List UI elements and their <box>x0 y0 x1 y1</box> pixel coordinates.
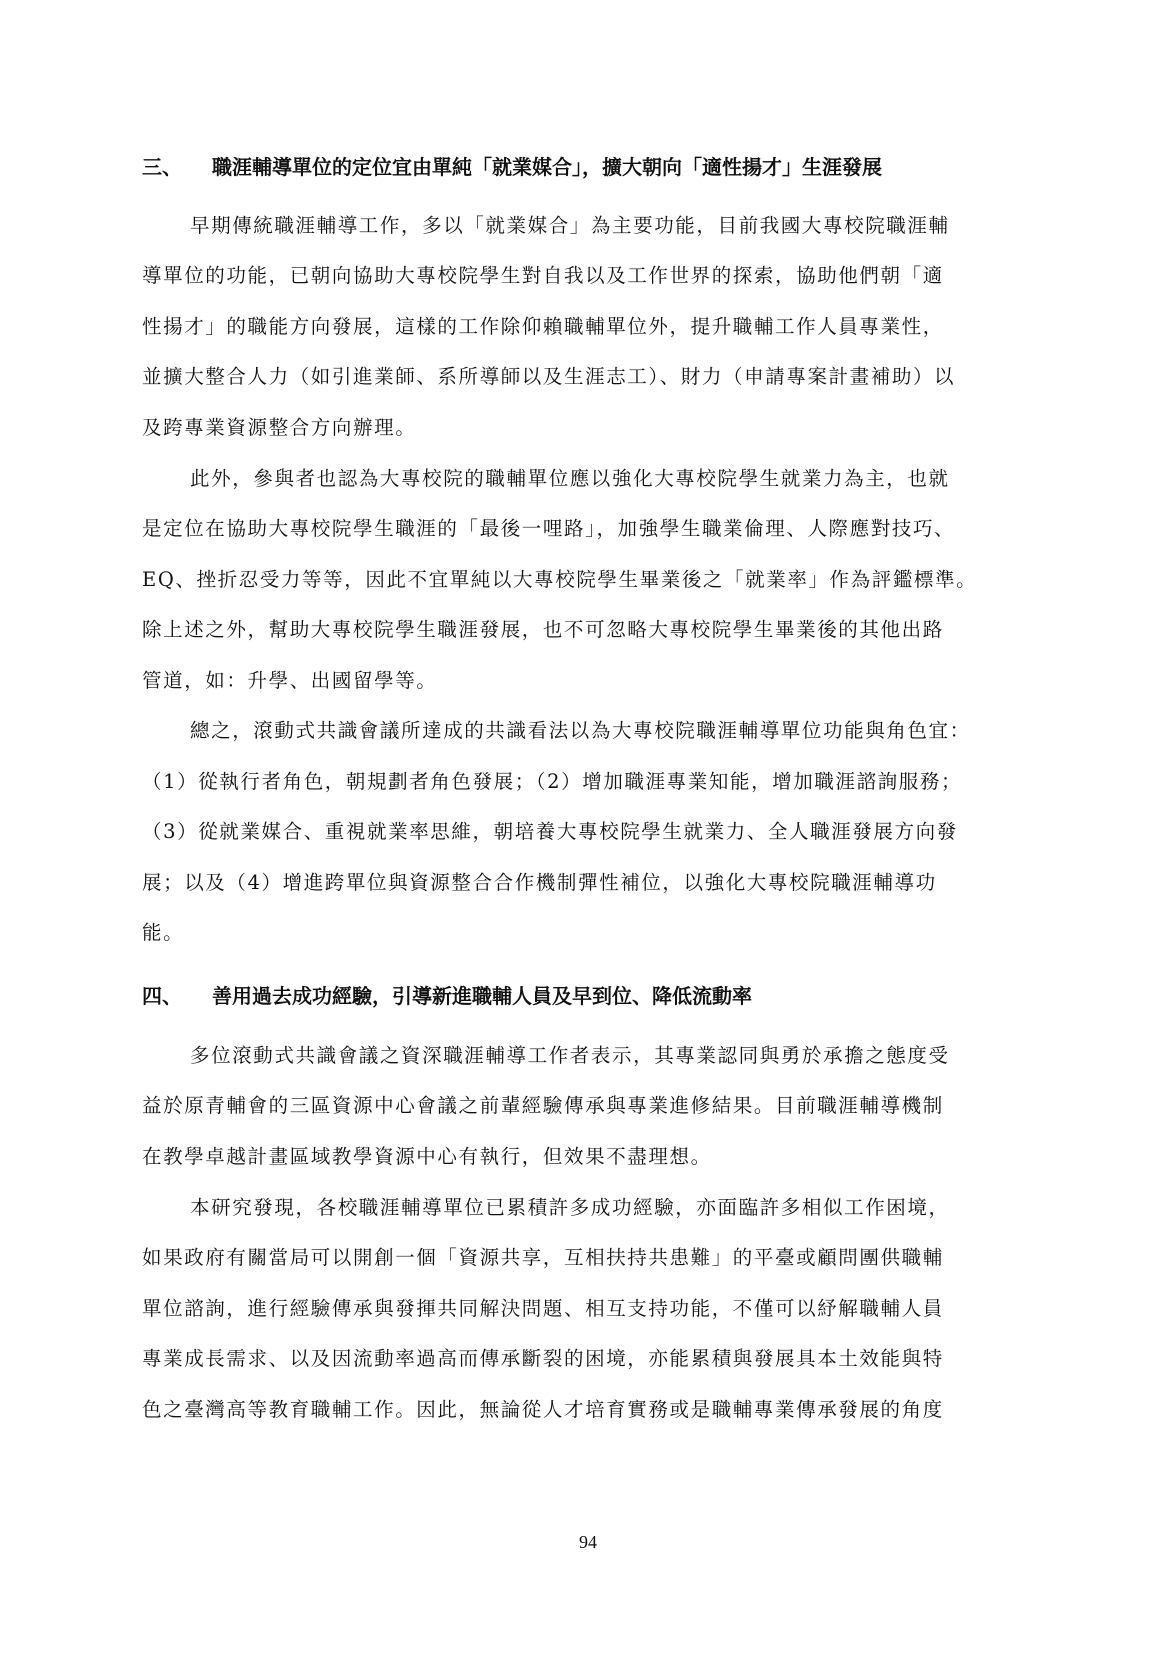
text-line: 展；以及（4）增進跨單位與資源整合合作機制彈性補位，以強化大專校院職涯輔導功 <box>142 871 937 894</box>
text-line: 本研究發現，各校職涯輔導單位已累積許多成功經驗，亦面臨許多相似工作困境， <box>190 1196 950 1219</box>
section-heading-4 <box>142 982 752 1010</box>
text-line: 能。 <box>142 921 185 944</box>
section-heading-3 <box>142 153 882 181</box>
text-line: 早期傳統職涯輔導工作，多以「就業媒合」為主要功能，目前我國大專校院職涯輔 <box>190 214 950 237</box>
text-line: 如果政府有關當局可以開創一個「資源共享，互相扶持共患難」的平臺或顧問團供職輔 <box>142 1246 944 1269</box>
page-number: 94 <box>579 1532 597 1552</box>
text-line: 管道，如：升學、出國留學等。 <box>142 669 438 692</box>
text-line: 及跨專業資源整合方向辦理。 <box>142 416 417 439</box>
text-line: 是定位在協助大專校院學生職涯的「最後一哩路」，加強學生職業倫理、人際應對技巧、 <box>142 517 956 540</box>
text-line: （1）從執行者角色，朝規劃者角色發展；（2）增加職涯專業知能，增加職涯諮詢服務； <box>142 770 963 793</box>
text-line: 此外，參與者也認為大專校院的職輔單位應以強化大專校院學生就業力為主，也就 <box>190 467 950 490</box>
section-number: 三、 <box>142 155 182 179</box>
text-line: 色之臺灣高等教育職輔工作。因此，無論從人才培育實務或是職輔專業傳承發展的角度 <box>142 1398 944 1421</box>
text-line: 益於原青輔會的三區資源中心會議之前輩經驗傳承與專業進修結果。目前職涯輔導機制 <box>142 1094 944 1117</box>
text-line: 除上述之外，幫助大專校院學生職涯發展，也不可忽略大專校院學生畢業後的其他出路 <box>142 618 944 641</box>
text-line: 總之，滾動式共識會議所達成的共識看法以為大專校院職涯輔導單位功能與角色宜： <box>190 719 971 742</box>
section-title: 善用過去成功經驗，引導新進職輔人員及早到位、降低流動率 <box>212 984 752 1008</box>
text-line: 性揚才」的職能方向發展，這樣的工作除仰賴職輔單位外，提升職輔工作人員專業性， <box>142 315 944 338</box>
section-title: 職涯輔導單位的定位宜由單純「就業媒合」，擴大朝向「適性揚才」生涯發展 <box>212 155 882 179</box>
text-line: 導單位的功能，已朝向協助大專校院學生對自我以及工作世界的探索，協助他們朝「適 <box>142 264 944 287</box>
text-line: 專業成長需求、以及因流動率過高而傳承斷裂的困境，亦能累積與發展具本土效能與特 <box>142 1347 944 1370</box>
text-line: 單位諮詢，進行經驗傳承與發揮共同解決問題、相互支持功能，不僅可以紓解職輔人員 <box>142 1297 944 1320</box>
section-number: 四、 <box>142 984 182 1008</box>
text-line: 多位滾動式共識會議之資深職涯輔導工作者表示，其專業認同與勇於承擔之態度受 <box>190 1044 950 1067</box>
text-line: （3）從就業媒合、重視就業率思維，朝培養大專校院學生就業力、全人職涯發展方向發 <box>142 820 958 843</box>
text-line: 並擴大整合人力（如引進業師、系所導師以及生涯志工）、財力（申請專案計畫補助）以 <box>142 365 956 388</box>
text-line: EQ、挫折忍受力等等，因此不宜單純以大專校院學生畢業後之「就業率」作為評鑑標準。 <box>142 568 978 591</box>
text-line: 在教學卓越計畫區域教學資源中心有執行，但效果不盡理想。 <box>142 1145 712 1168</box>
